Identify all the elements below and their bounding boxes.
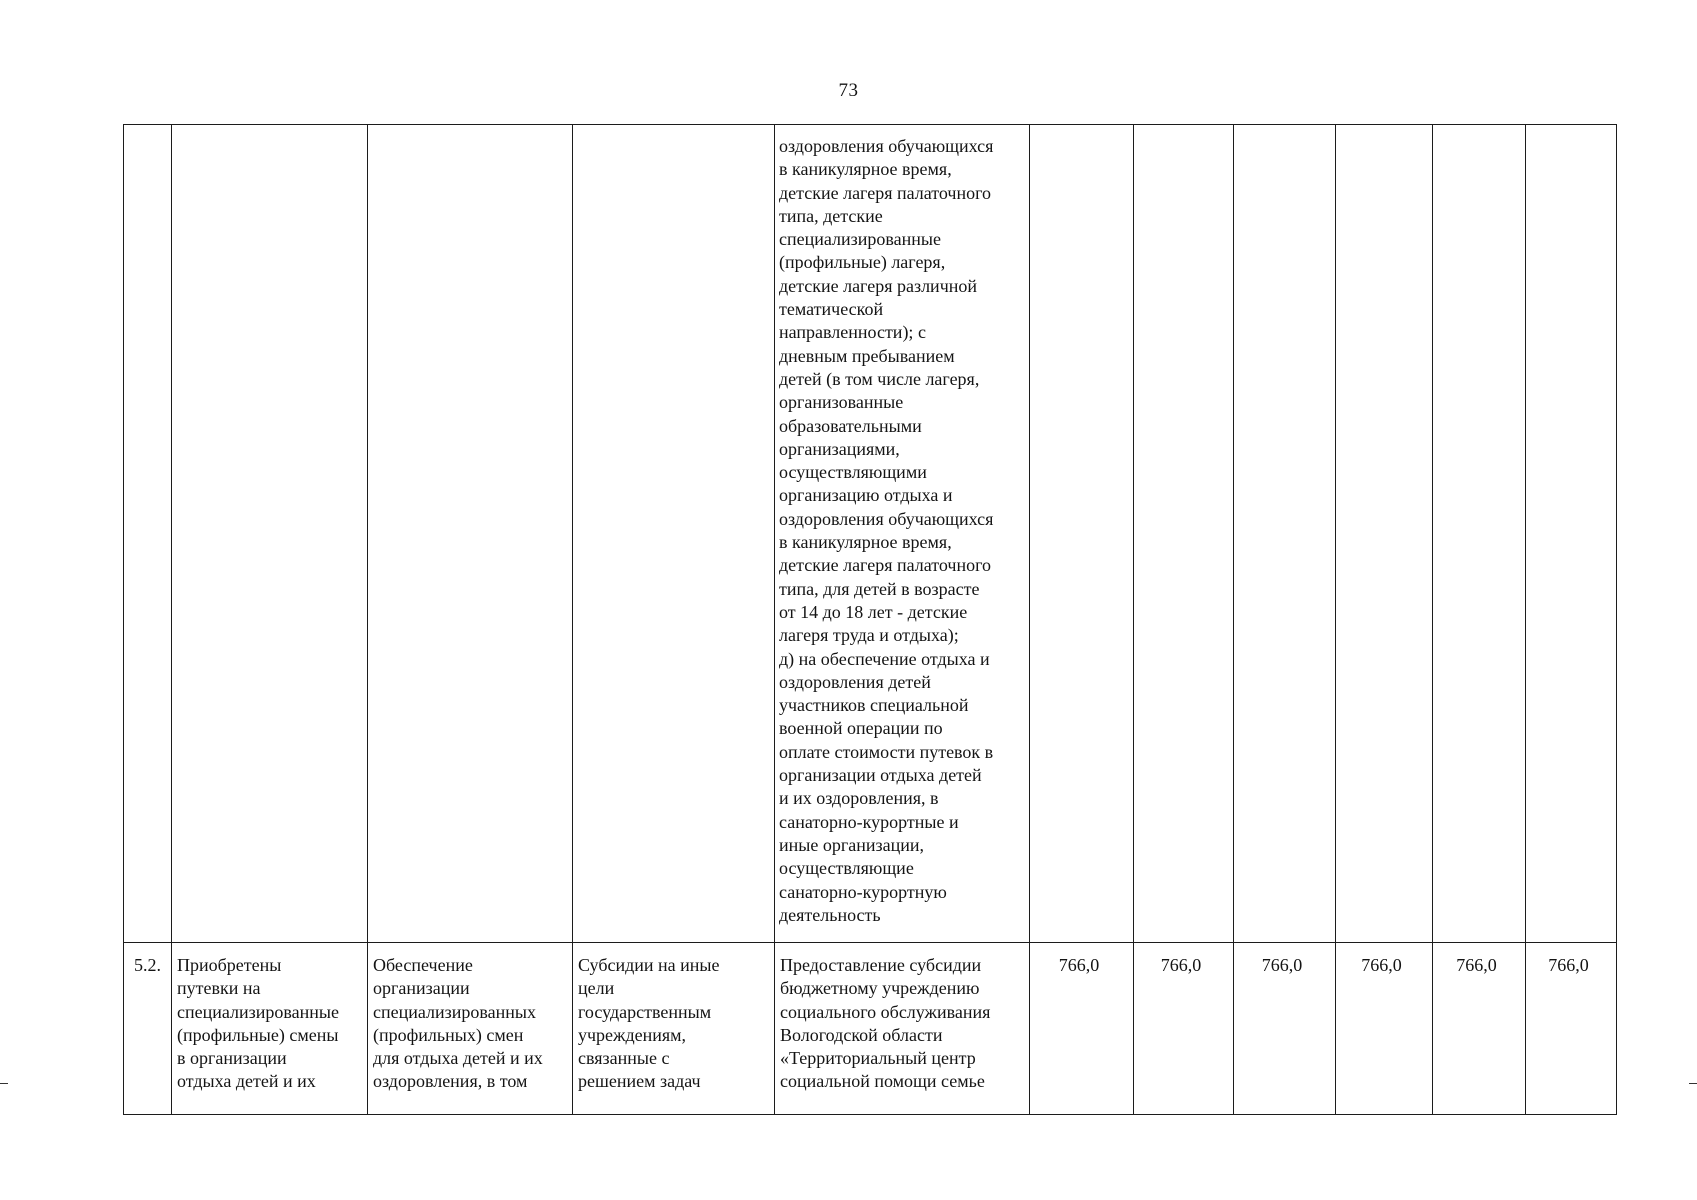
cell-empty-task <box>368 125 573 943</box>
text-line: организацию отдыха и <box>779 485 953 506</box>
text-line: (профильные) смены <box>177 1024 339 1045</box>
text-line: направленности); с <box>779 322 926 343</box>
text-line: Вологодской области <box>780 1024 943 1045</box>
text-line: от 14 до 18 лет - детские <box>779 601 968 622</box>
cell-value: 766,0 <box>1234 943 1336 1115</box>
cell-value: 766,0 <box>1030 943 1134 1115</box>
text-line: Субсидии на иные <box>578 955 720 975</box>
text-line: специализированные <box>779 229 941 250</box>
cell-value: 766,0 <box>1134 943 1234 1115</box>
text-line: специализированных <box>373 1001 536 1022</box>
cell-empty-value <box>1336 125 1433 943</box>
budget-table <box>123 124 1617 1115</box>
cell-empty-value <box>1526 125 1617 943</box>
left-edge-mark <box>0 1083 8 1084</box>
text-line: цели <box>578 978 615 999</box>
cell-result <box>172 943 368 1115</box>
text-line: связанные с <box>578 1048 670 1069</box>
text-line: организациями, <box>779 438 900 459</box>
cell-empty-expense <box>573 125 775 943</box>
text-line: в каникулярное время, <box>779 532 952 553</box>
text-line: осуществляющими <box>779 462 927 483</box>
text-line: (профильных) смен <box>373 1024 524 1045</box>
text-line: Предоставление субсидии <box>780 955 982 975</box>
text-line: для отдыха детей и их <box>373 1048 543 1069</box>
right-edge-mark <box>1689 1083 1697 1084</box>
cell-expense-type <box>573 943 775 1115</box>
cell-task <box>368 943 573 1115</box>
text-line: решением задач <box>578 1071 701 1092</box>
cell-description <box>775 943 1030 1115</box>
text-line: специализированные <box>177 1001 339 1022</box>
text-line: деятельность <box>779 904 881 925</box>
text-line: отдыха детей и их <box>177 1071 316 1092</box>
page-number: 73 <box>838 80 859 101</box>
text-line: социальной помощи семье <box>780 1071 985 1092</box>
row-number: 5.2. <box>124 943 172 1115</box>
text-line: типа, детские <box>779 205 883 226</box>
text-line: организованные <box>779 392 904 413</box>
cell-empty-number <box>124 125 172 943</box>
text-line: учреждениям, <box>578 1024 687 1045</box>
text-line: санаторно-курортную <box>779 881 947 902</box>
text-line: оздоровления, в том <box>373 1071 528 1092</box>
cell-continuation-description <box>775 125 1030 943</box>
text-line: типа, для детей в возрасте <box>779 578 980 599</box>
text-line: Обеспечение <box>373 955 473 975</box>
text-line: осуществляющие <box>779 858 914 879</box>
text-line: и их оздоровления, в <box>779 788 939 809</box>
text-line: тематической <box>779 299 884 320</box>
text-line: бюджетному учреждению <box>780 978 980 999</box>
text-line: в организации <box>177 1048 287 1069</box>
cell-empty-value <box>1234 125 1336 943</box>
text-line: организации <box>373 978 470 999</box>
text-line: государственным <box>578 1001 712 1022</box>
text-line: путевки на <box>177 978 261 999</box>
cell-value: 766,0 <box>1433 943 1526 1115</box>
text-line: социального обслуживания <box>780 1001 991 1022</box>
cell-empty-value <box>1030 125 1134 943</box>
cell-empty-value <box>1134 125 1234 943</box>
cell-empty-result <box>172 125 368 943</box>
text-line: военной операции по <box>779 718 943 739</box>
text-line: Приобретены <box>177 955 282 975</box>
cell-value: 766,0 <box>1526 943 1617 1115</box>
text-line: санаторно-курортные и <box>779 811 959 832</box>
text-line: детские лагеря различной <box>779 275 978 296</box>
text-line: участников специальной <box>779 695 969 716</box>
text-line: организации отдыха детей <box>779 765 982 786</box>
text-line: детские лагеря палаточного <box>779 182 992 203</box>
continuation-row <box>124 125 1617 943</box>
text-line: образовательными <box>779 415 922 436</box>
text-line: «Территориальный центр <box>780 1048 976 1069</box>
text-line: детские лагеря палаточного <box>779 555 992 576</box>
text-line: оплате стоимости путевок в <box>779 741 994 762</box>
text-line: оздоровления обучающихся <box>779 136 994 156</box>
text-line: д) на обеспечение отдыха и <box>779 648 990 669</box>
text-line: лагеря труда и отдыха); <box>779 625 959 646</box>
text-line: иные организации, <box>779 834 924 855</box>
text-line: дневным пребыванием <box>779 345 955 366</box>
cell-empty-value <box>1433 125 1526 943</box>
row-5-2 <box>124 943 1617 1115</box>
cell-value: 766,0 <box>1336 943 1433 1115</box>
text-line: оздоровления детей <box>779 671 931 692</box>
text-line: детей (в том числе лагеря, <box>779 368 980 389</box>
text-line: в каникулярное время, <box>779 159 952 180</box>
text-line: (профильные) лагеря, <box>779 252 946 273</box>
text-line: оздоровления обучающихся <box>779 508 994 529</box>
